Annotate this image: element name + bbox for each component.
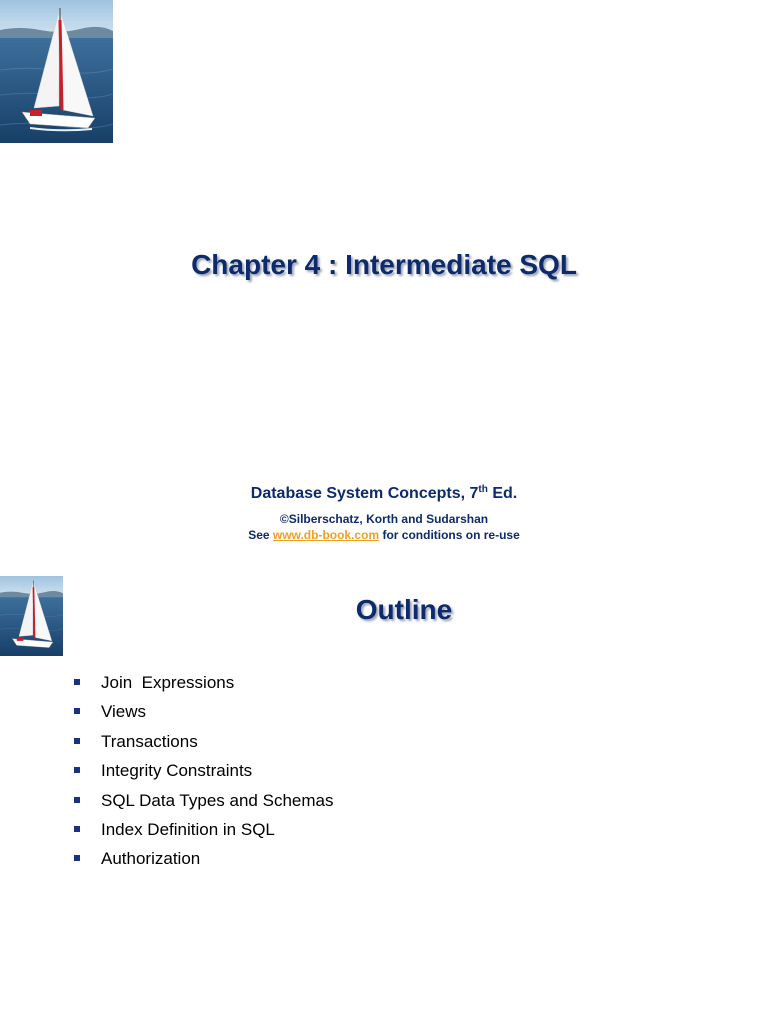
list-item (72, 699, 333, 728)
list-item-label: SQL Data Types and Schemas (101, 790, 334, 810)
reuse-prefix: See (248, 528, 273, 542)
copyright-line: ©Silberschatz, Korth and Sudarshan (279, 512, 489, 526)
outline-title: Outline (355, 594, 453, 625)
list-item-label: Index Definition in SQL (101, 819, 275, 839)
db-book-link[interactable]: www.db-book.com (272, 528, 380, 542)
square-bullet-icon (74, 797, 80, 803)
square-bullet-icon (74, 767, 80, 773)
sailboat-logo (0, 0, 113, 143)
list-item (72, 817, 333, 846)
list-item-label: Transactions (101, 731, 198, 751)
list-item-label: Join Expressions (101, 673, 235, 692)
square-bullet-icon (74, 855, 80, 861)
book-title-superscript: th (478, 484, 488, 495)
list-item (72, 758, 333, 787)
square-bullet-icon (74, 826, 80, 832)
book-title (0, 484, 768, 504)
list-item (72, 788, 333, 817)
book-title-text: Database System Concepts, 7 (250, 485, 479, 502)
reuse-line (0, 527, 768, 543)
list-item (72, 670, 333, 699)
reuse-suffix: for conditions on re-use (379, 528, 520, 542)
chapter-title: Chapter 4 : Intermediate SQL (191, 249, 577, 280)
list-item-label: Integrity Constraints (101, 761, 253, 781)
outline-list (72, 670, 333, 876)
square-bullet-icon (74, 738, 80, 744)
square-bullet-icon (74, 679, 80, 685)
outline-slide (0, 576, 768, 1024)
list-item-label: Views (101, 702, 147, 722)
list-item-label: Authorization (101, 849, 201, 869)
square-bullet-icon (74, 708, 80, 714)
book-title-suffix: Ed. (487, 485, 518, 502)
list-item (72, 729, 333, 758)
list-item (72, 846, 333, 875)
